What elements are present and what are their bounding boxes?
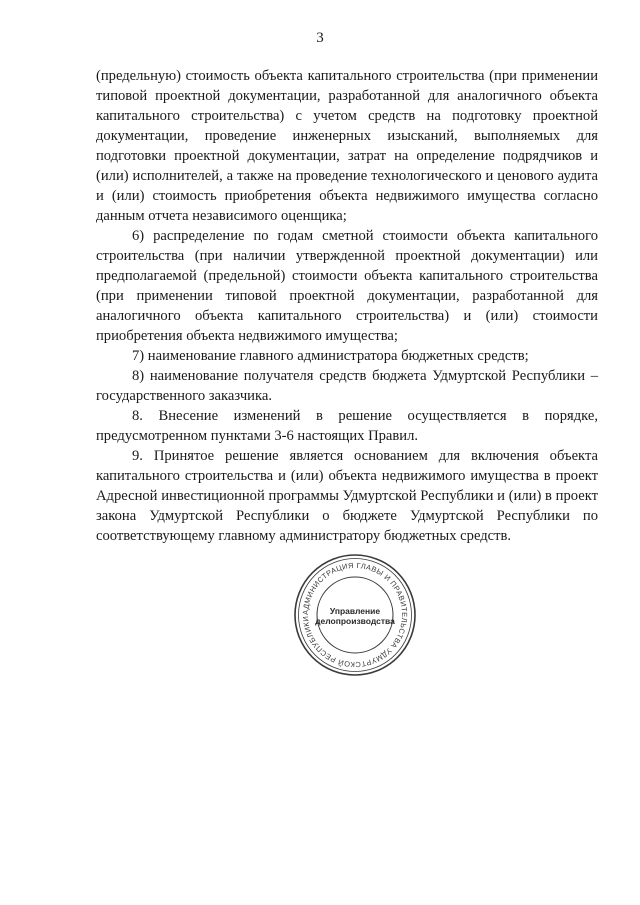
document-body [96, 66, 598, 546]
paragraph-item-8: 8) наименование получателя средств бюджета Удмуртской Республики – государственного заказчика. [96, 368, 598, 404]
paragraph-clause-8: 8. Внесение изменений в решение осуществляется в порядке, предусмотренном пунктами 3-6 настоящих Правил. [96, 408, 598, 444]
page-number: 3 [316, 30, 324, 46]
paragraph-item-6: 6) распределение по годам сметной стоимости объекта капитального строительства (при наличии утвержденной проектной документации) или предполагаемой (предельной) стоимости объекта капитального строительства (при применении типовой проектной документации, разработанной для аналогичного объекта капитального строительства) и (или) стоимости приобретения объекта недвижимого имущества; [96, 228, 598, 344]
paragraph-clause-9: 9. Принятое решение является основанием для включения объекта капитального строительства и (или) объекта недвижимого имущества в проект Адресной инвестиционной программы Удмуртской Республики и (или) в проект закона Удмуртской Республики о бюджете Удмуртской Республики по соответствующему главному администратору бюджетных средств. [96, 448, 598, 544]
stamp-label-line-2: делопроизводства [315, 616, 395, 626]
official-stamp [292, 552, 418, 678]
paragraph-item-7: 7) наименование главного администратора бюджетных средств; [132, 348, 529, 364]
stamp-ring-text: АДМИНИСТРАЦИЯ ГЛАВЫ И ПРАВИТЕЛЬСТВА УДМУРТСКОЙ РЕСПУБЛИКИ [300, 560, 410, 670]
paragraph-cost-continuation: (предельную) стоимость объекта капитального строительства (при применении типовой проектной документации, разработанной для аналогичного объекта капитального строительства) с учетом средств на подготовку проектной документации, проведение инженерных изысканий, выполняемых для подготовки проектной документации, затрат на определение подрядчиков и (или) исполнителей, а также на проведение технологического и ценового аудита и (или) стоимость приобретения объекта недвижимого имущества согласно данным отчета независимого оценщика; [96, 68, 598, 224]
stamp-label-line-1: Управление [329, 606, 381, 616]
